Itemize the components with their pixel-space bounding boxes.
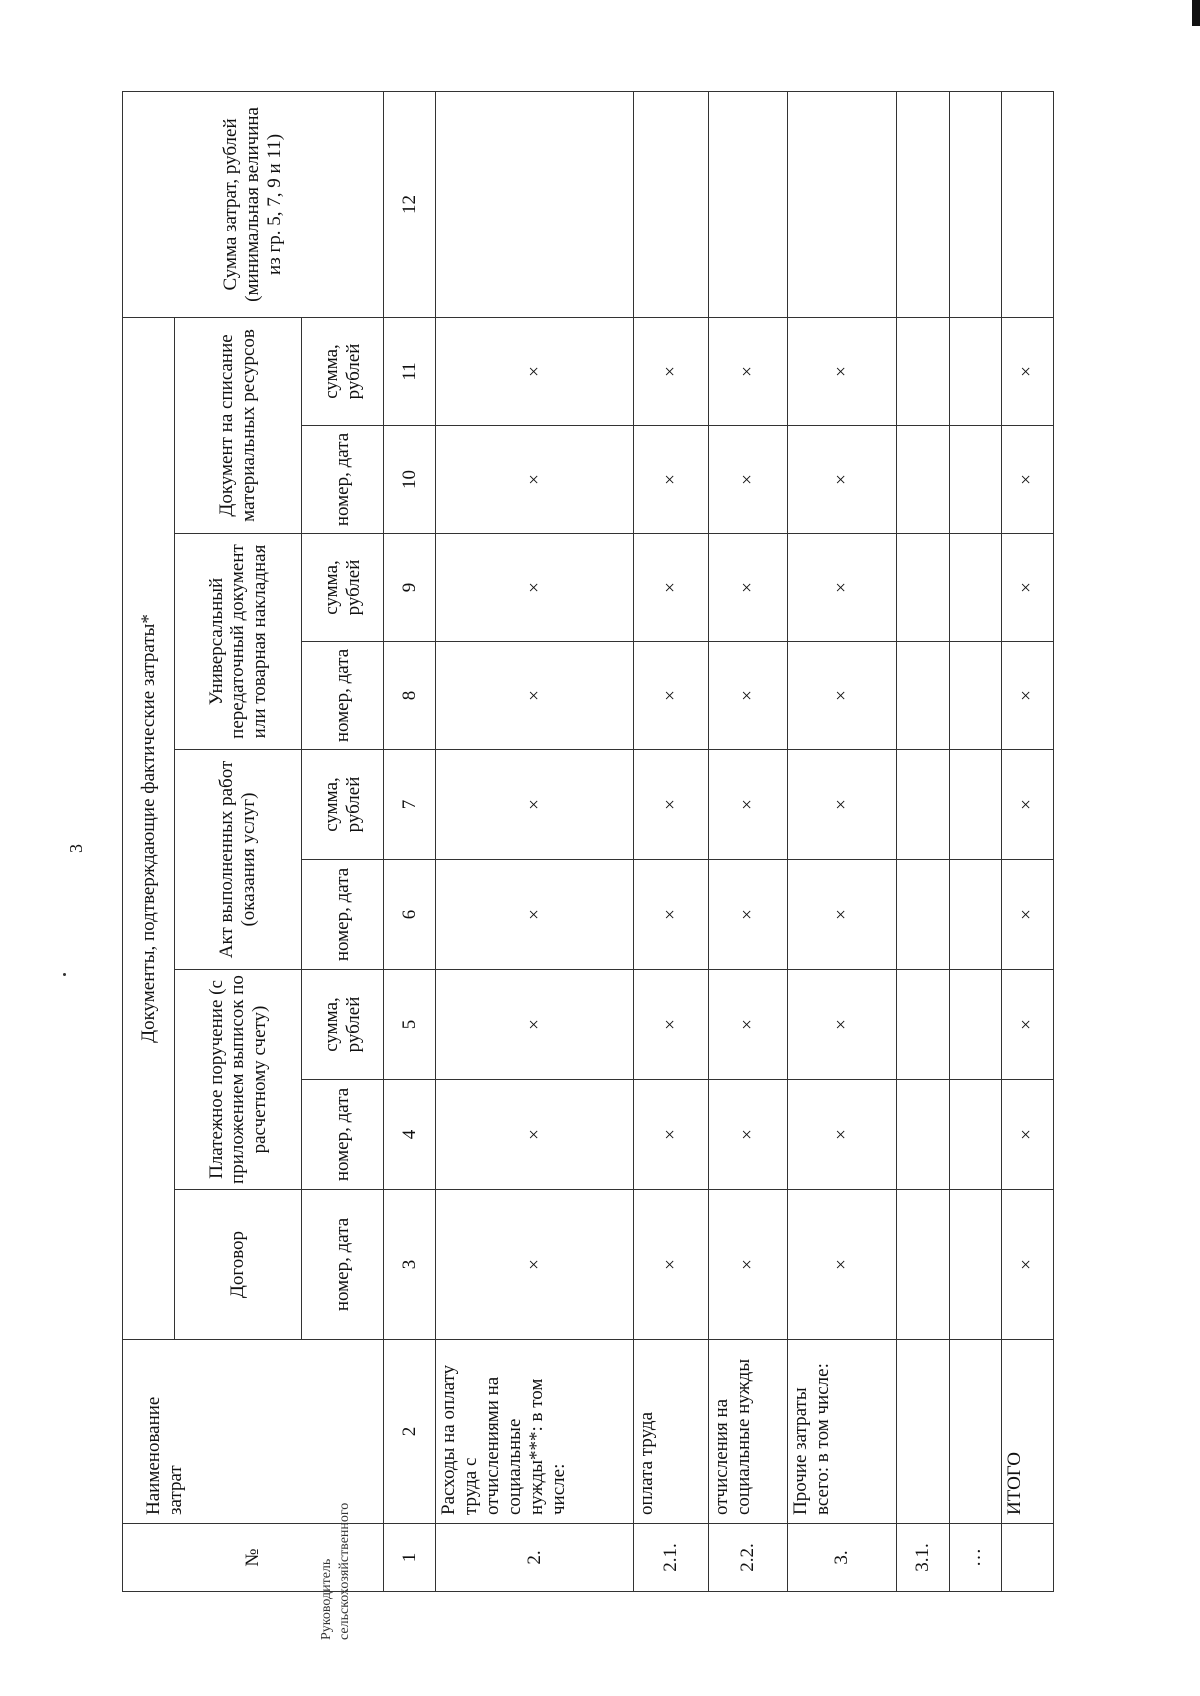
mark-cell: × <box>436 860 634 970</box>
mark-cell: × <box>436 426 634 534</box>
table-row <box>949 91 1001 1591</box>
row-number <box>1001 1524 1053 1592</box>
page-number: 3 <box>66 844 86 853</box>
mark-cell: × <box>633 642 708 750</box>
index-cell: 3 <box>384 1190 436 1340</box>
mark-cell: × <box>708 1080 787 1190</box>
row-total <box>633 91 708 317</box>
index-cell: 12 <box>384 91 436 317</box>
mark-cell: × <box>788 970 897 1080</box>
mark-cell: × <box>1001 750 1053 860</box>
row-total <box>788 91 897 317</box>
index-row <box>384 91 436 1591</box>
mark-cell: × <box>1001 1190 1053 1340</box>
header-act: Акт выполненных работ (оказания услуг) <box>175 750 302 970</box>
mark-cell: × <box>788 1190 897 1340</box>
mark-cell: × <box>788 317 897 425</box>
mark-cell: × <box>1001 317 1053 425</box>
sub-num-date: номер, дата <box>302 1190 384 1340</box>
signature-line-1: Руководитель <box>319 1558 334 1640</box>
index-cell: 1 <box>384 1524 436 1592</box>
mark-cell: × <box>788 534 897 642</box>
row-name: Прочие затраты всего: в том числе: <box>788 1340 897 1524</box>
mark-cell: × <box>708 642 787 750</box>
mark-cell: × <box>708 317 787 425</box>
mark-cell <box>949 970 1001 1080</box>
mark-cell <box>949 317 1001 425</box>
mark-cell: × <box>436 317 634 425</box>
mark-cell <box>897 642 949 750</box>
table-row <box>1001 91 1053 1591</box>
row-total <box>949 91 1001 317</box>
index-cell: 11 <box>384 317 436 425</box>
scan-edge-mark <box>1192 0 1200 26</box>
mark-cell <box>897 1080 949 1190</box>
row-name: ИТОГО <box>1001 1340 1053 1524</box>
table-body <box>436 91 1054 1591</box>
header-docs-group: Документы, подтверждающие фактические затраты* <box>123 317 175 1339</box>
row-number: 2.1. <box>633 1524 708 1592</box>
header-upd: Универсальный передаточный документ или товарная накладная <box>175 534 302 750</box>
mark-cell: × <box>436 642 634 750</box>
table-row <box>436 91 634 1591</box>
row-number: 3. <box>788 1524 897 1592</box>
header-payment: Платежное поручение (с приложением выписок по расчетному счету) <box>175 970 302 1190</box>
row-name: оплата труда <box>633 1340 708 1524</box>
sub-sum: сумма, рублей <box>302 534 384 642</box>
costs-table <box>122 91 1054 1592</box>
mark-cell: × <box>436 1190 634 1340</box>
mark-cell: × <box>633 534 708 642</box>
mark-cell: × <box>1001 642 1053 750</box>
mark-cell <box>949 1080 1001 1190</box>
sub-sum: сумма, рублей <box>302 750 384 860</box>
row-number: 3.1. <box>897 1524 949 1592</box>
mark-cell <box>949 750 1001 860</box>
mark-cell <box>897 426 949 534</box>
mark-cell: × <box>708 750 787 860</box>
mark-cell: × <box>1001 860 1053 970</box>
mark-cell: × <box>788 750 897 860</box>
header-name: Наименование затрат <box>123 1340 384 1524</box>
mark-cell: × <box>633 860 708 970</box>
mark-cell: × <box>436 1080 634 1190</box>
mark-cell: × <box>788 1080 897 1190</box>
mark-cell: × <box>633 1080 708 1190</box>
sub-num-date: номер, дата <box>302 1080 384 1190</box>
row-total <box>897 91 949 317</box>
mark-cell: × <box>708 860 787 970</box>
mark-cell: × <box>1001 426 1053 534</box>
mark-cell: × <box>708 970 787 1080</box>
mark-cell: × <box>633 970 708 1080</box>
mark-cell <box>897 970 949 1080</box>
mark-cell: × <box>1001 1080 1053 1190</box>
row-name <box>897 1340 949 1524</box>
mark-cell <box>897 317 949 425</box>
rotated-table-wrapper <box>122 92 1054 1592</box>
sub-sum: сумма, рублей <box>302 317 384 425</box>
mark-cell <box>949 642 1001 750</box>
index-cell: 10 <box>384 426 436 534</box>
mark-cell: × <box>788 642 897 750</box>
index-cell: 8 <box>384 642 436 750</box>
mark-cell: × <box>436 750 634 860</box>
mark-cell: × <box>633 1190 708 1340</box>
sub-num-date: номер, дата <box>302 642 384 750</box>
mark-cell: × <box>788 860 897 970</box>
row-total <box>708 91 787 317</box>
mark-cell <box>949 1190 1001 1340</box>
signature-block <box>318 1503 354 1640</box>
header-sum-total: Сумма затрат, рублей (минимальная величина из гр. 5, 7, 9 и 11) <box>123 91 384 317</box>
header-no: № <box>123 1524 384 1592</box>
table-row <box>788 91 897 1591</box>
row-number: 2. <box>436 1524 634 1592</box>
mark-cell <box>949 426 1001 534</box>
mark-cell: × <box>708 1190 787 1340</box>
signature-line-2: сельскохозяйственного <box>337 1502 353 1640</box>
row-number: … <box>949 1524 1001 1592</box>
index-cell: 7 <box>384 750 436 860</box>
header-contract: Договор <box>175 1190 302 1340</box>
mark-cell: × <box>1001 534 1053 642</box>
mark-cell: × <box>708 534 787 642</box>
table-row <box>633 91 708 1591</box>
sub-sum: сумма, рублей <box>302 970 384 1080</box>
index-cell: 5 <box>384 970 436 1080</box>
index-cell: 9 <box>384 534 436 642</box>
sub-num-date: номер, дата <box>302 426 384 534</box>
row-total <box>436 91 634 317</box>
header-writeoff: Документ на списание материальных ресурсов <box>175 317 302 533</box>
table-row <box>897 91 949 1591</box>
row-name <box>949 1340 1001 1524</box>
mark-cell <box>949 860 1001 970</box>
index-cell: 2 <box>384 1340 436 1524</box>
index-cell: 4 <box>384 1080 436 1190</box>
mark-cell: × <box>1001 970 1053 1080</box>
scan-dot <box>63 973 66 976</box>
mark-cell: × <box>633 426 708 534</box>
mark-cell: × <box>708 426 787 534</box>
mark-cell <box>949 534 1001 642</box>
row-name: Расходы на оплату труда с отчислениями на социальные нужды***: в том числе: <box>436 1340 634 1524</box>
sub-num-date: номер, дата <box>302 860 384 970</box>
mark-cell: × <box>436 534 634 642</box>
table-row <box>708 91 787 1591</box>
mark-cell <box>897 860 949 970</box>
mark-cell: × <box>633 750 708 860</box>
row-name: отчисления на социальные нужды <box>708 1340 787 1524</box>
mark-cell <box>897 1190 949 1340</box>
mark-cell: × <box>788 426 897 534</box>
mark-cell: × <box>633 317 708 425</box>
mark-cell <box>897 750 949 860</box>
index-cell: 6 <box>384 860 436 970</box>
mark-cell <box>897 534 949 642</box>
mark-cell: × <box>436 970 634 1080</box>
row-total <box>1001 91 1053 317</box>
row-number: 2.2. <box>708 1524 787 1592</box>
